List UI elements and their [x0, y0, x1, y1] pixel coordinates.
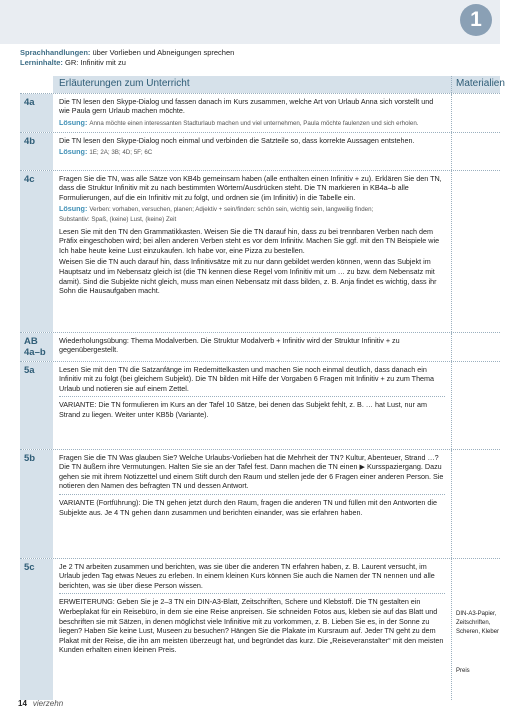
solution-text: Anna möchte einen interessanten Stadturlaub machen und viel unternehmen, Paula möchte faulenzen und sich erholen. — [89, 119, 419, 127]
row-materials — [451, 133, 500, 170]
row-code: 5b — [20, 450, 53, 558]
row-code — [20, 333, 53, 361]
lern-label: Lerninhalte: — [20, 58, 63, 67]
row-paragraph: Fragen Sie die TN, was alle Sätze von KB4b gemeinsam haben (alle enthalten einen Infinitiv + zu). Erklären Sie den TN, dass die Struktur Infinitiv mit zu nach bestimmten Wörtern/Ausdrücken steht. Die TN markieren in KB4a–b alle Formulierungen, auf die ein Infinitiv mit zu folgt, und ordnen sie (im Infinitiv) in die Tabelle ein. — [59, 173, 442, 202]
table-row-4a — [20, 94, 500, 133]
row-code: 4c — [20, 171, 53, 332]
row-paragraph: Lesen Sie mit den TN die Satzanfänge im Redemittelkasten und machen Sie noch einmal deutlich, dass danach ein Infinitiv mit zu folgt (bei gleichem Subjekt). Die TN bilden mit Hilfe der Vorgaben 6 Fragen mit Infinitiv + zu zum Thema Urlaub und notieren sie auf einem Zettel. — [59, 364, 435, 393]
solution-label: Lösung: — [59, 117, 88, 127]
header-code-cell — [20, 76, 53, 93]
row-body — [53, 362, 451, 449]
chapter-badge: 1 — [460, 4, 492, 36]
row-code: 5a — [20, 362, 53, 449]
row-paragraph: Je 2 TN arbeiten zusammen und berichten, was sie über die anderen TN erfahren haben, z. B. Laurent versucht, im Urlaub jeden Tag etwas Neues zu erleben. In einem kleinen Kurs können Sie auch die Namen der TN nennen und alle berichten, was sie über diese Person wissen. — [59, 561, 435, 590]
row-materials — [451, 171, 500, 332]
solution-label: Lösung: — [59, 147, 88, 157]
lern-text: GR: Infinitiv mit zu — [65, 58, 126, 67]
row-body — [53, 133, 451, 170]
table-row-4b — [20, 133, 500, 171]
row-code-range: 4a–b — [24, 346, 46, 358]
top-banner — [0, 0, 500, 44]
row-paragraph: Lesen Sie mit den TN den Grammatikkasten. Weisen Sie die TN darauf hin, dass zu bei trennbaren Verben nach dem Präfix eingeschoben wird; bei allen anderen Verben steht es vor dem Infinitiv. Machen Sie ggf. mit den TN Beispiele wie Ich habe heute keine Lust einzukaufen. Ich habe vor, eine Pizza zu bestellen. — [59, 226, 440, 255]
header-materials: Materialien — [451, 76, 500, 93]
row-materials — [451, 450, 500, 558]
row-text: Die TN lesen den Skype-Dialog noch einmal und verbinden die Satzteile so, dass korrekte Aussagen entstehen. — [59, 135, 415, 145]
solution-label: Lösung: — [59, 204, 88, 214]
row-materials — [451, 94, 500, 132]
divider — [59, 396, 445, 397]
row-code: 4a — [20, 94, 53, 132]
table-row-5b — [20, 450, 500, 559]
row-body — [53, 171, 451, 332]
row-code: 4b — [20, 133, 53, 170]
row-materials — [451, 559, 500, 700]
table-row-4c — [20, 171, 500, 333]
row-paragraph: VARIANTE (Fortführung): Die TN gehen jetzt durch den Raum, fragen die anderen TN und füllen mit den Antworten die Subjekte aus. Je 4 TN gehen dann zusammen und berichten einander, was sie erfahren haben. — [59, 497, 437, 517]
row-body — [53, 450, 451, 558]
row-text: Wiederholungsübung: Thema Modalverben. Die Struktur Modalverb + Infinitiv wird der Struktur Infinitiv + zu gegenübergestellt. — [59, 335, 400, 355]
row-paragraph: Fragen Sie die TN Was glauben Sie? Welche Urlaubs-Vorlieben hat die Mehrheit der TN? Kultur, Abenteuer, Strand …? Die TN äußern ihre Vermutungen. Halten Sie sie an der Tafel fest. Dann machen die TN einen ▶ Kursspaziergang. Dazu gehen sie mit ihrem Notizzettel und einem Stift durch den Raum und stellen jede der 6 Fragen einer anderen Person. Sie notieren den Namen des befragten TN und dessen Antwort. — [59, 452, 444, 491]
row-materials — [451, 362, 500, 449]
row-materials — [451, 333, 500, 361]
solution-text: Substantiv: Spaß, (keine) Lust, (keine) Zeit — [59, 215, 177, 223]
solution-text: Verben: vorhaben, versuchen, planen; Adjektiv + sein/finden: schön sein, wichtig sein, langweilig finden; — [89, 206, 374, 214]
table-header-row — [20, 76, 505, 94]
sprach-label: Sprachhandlungen: — [20, 48, 91, 57]
row-code-ab: AB — [24, 335, 38, 347]
table-row-5c — [20, 559, 500, 700]
table-row-ab — [20, 333, 500, 362]
row-text: Die TN lesen den Skype-Dialog und fassen danach im Kurs zusammen, welche Art von Urlaub Anna sich vorstellt und wie Paula gern Urlaub machen möchte. — [59, 96, 434, 116]
divider — [59, 593, 445, 594]
table-row-5a — [20, 362, 500, 450]
page-number-word: vierzehn — [32, 699, 64, 708]
instruction-table — [20, 76, 505, 700]
row-body — [53, 559, 451, 700]
row-body — [53, 333, 451, 361]
sprach-text: über Vorlieben und Abneigungen sprechen — [92, 48, 235, 57]
header-main: Erläuterungen zum Unterricht — [53, 76, 451, 93]
page-number: 14 — [18, 699, 27, 708]
material-item: Preis — [456, 667, 470, 674]
row-paragraph: VARIANTE: Die TN formulieren im Kurs an der Tafel 10 Sätze, bei denen das Subjekt fehlt, z. B. … hat Lust, nur am Strand zu liegen. Weiter unter KB5b (Variante). — [59, 400, 427, 419]
row-body — [53, 94, 451, 132]
row-paragraph: ERWEITERUNG: Geben Sie je 2–3 TN ein DIN-A3-Blatt, Zeitschriften, Schere und Klebstoff. Die TN gestalten ein Werbeplakat für ein Reisebüro, in dem sie eine Reise anpreisen. Sie schneiden Fotos aus, kleben sie auf das Blatt und beschriften sie mit Sätzen, in denen möglichst viele Infinitive mit zu vorkommen, z. B. Lieben Sie es, in der Sonne zu liegen? Haben Sie keine Lust, Museen zu besuchen? Hängen Sie die Plakate im Kursraum auf. Jeder TN geht zu dem Plakat mit der Reise, die ihn am meisten überzeugt hat, und begründet das kurz. Die „Reiseveranstalter“ mit den meisten Kunden erhalten einen kleinen Preis. — [59, 597, 444, 655]
lesson-header — [20, 48, 234, 68]
row-code: 5c — [20, 559, 53, 700]
material-list: DIN-A3-Papier, Zeitschriften, Scheren, Kleber — [456, 610, 500, 635]
row-paragraph: Weisen Sie die TN auch darauf hin, dass Infinitivsätze mit zu nur dann gebildet werden können, wenn das Subjekt im Hauptsatz und im Nebensatz gleich ist (die TN kennen diese Regel vom Infinitiv mit um … zu bzw. dem Nebensatz mit damit). Sind die Subjekte nicht gleich, muss man einen Nebensatz mit dass bilden, z. B. Anja findet es wichtig, dass ihr Sohn die Hausaufgaben macht. — [59, 257, 437, 296]
page-footer — [18, 699, 63, 708]
solution-text: 1E; 2A; 3B; 4D; 5F; 6C — [89, 149, 153, 157]
divider — [59, 494, 445, 495]
